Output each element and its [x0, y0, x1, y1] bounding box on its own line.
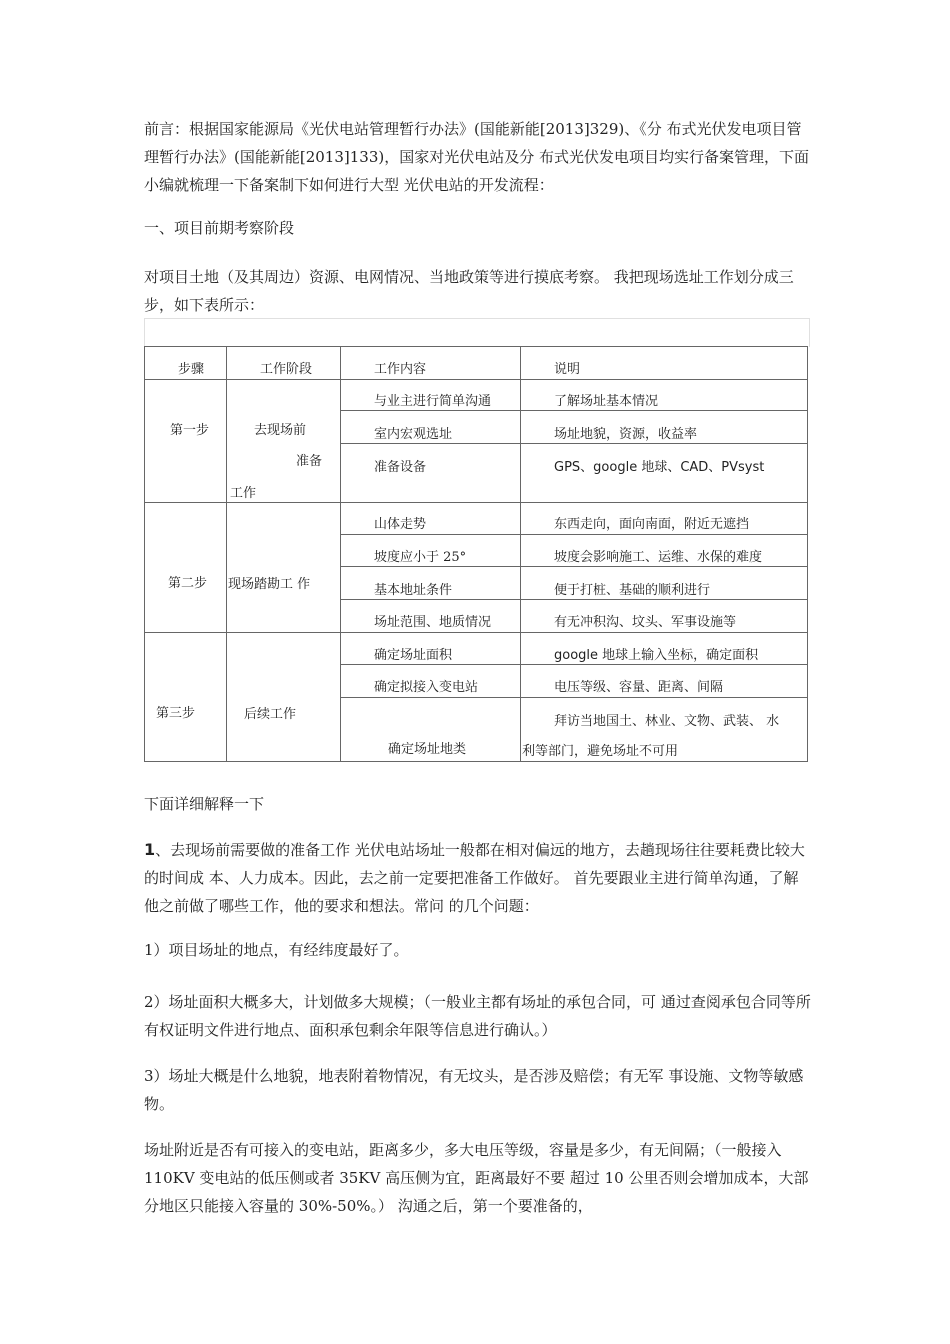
step3-content-1: 确定场址面积: [374, 648, 453, 663]
step2-note-2: 坡度会影响施工、运维、水保的难度: [554, 550, 763, 565]
step3-stage: 后续工作: [244, 707, 297, 722]
step3-content-3: 确定场址地类: [388, 742, 467, 757]
section1-paragraph: 对项目土地（及其周边）资源、电网情况、当地政策等进行摸底考察。 我把现场选址工作划分成三步，如下表所示：: [144, 268, 794, 314]
step1-note-3: GPS、google 地球、CAD、PVsyst: [554, 460, 765, 475]
step2-content-2: 坡度应小于 25°: [374, 550, 467, 565]
item1-paragraph: [144, 836, 812, 920]
section1-heading: 一、项目前期考察阶段: [144, 219, 295, 237]
step2-content-3: 基本地址条件: [374, 583, 453, 598]
intro-paragraph: 前言：根据国家能源局《光伏电站管理暂行办法》(国能新能[2013]329)、《分 布式光伏发电项目管理暂行办法》(国能新能[2013]133)，国家对光伏电站及分 布式光伏发电项目均实行备案管理，下面小编就梳理一下备案制下如何进行大型 光伏电站的开发流程：: [144, 120, 809, 194]
detail-heading: 下面详细解释一下: [144, 795, 265, 813]
site-selection-table: [144, 346, 808, 762]
step3-note-2: 电压等级、容量、距离、间隔: [554, 680, 724, 695]
item1-number: 1: [144, 840, 156, 859]
step3-note-3-line2: 利等部门，避免场址不可用: [522, 744, 679, 759]
step2-note-4: 有无冲积沟、坟头、军事设施等: [554, 615, 737, 630]
step3-content-2: 确定拟接入变电站: [374, 680, 479, 695]
step1-content-3: 准备设备: [374, 460, 427, 475]
step2-label: 第二步: [168, 576, 208, 591]
question-1: 1）项目场址的地点，有经纬度最好了。: [144, 941, 409, 959]
step1-stage-line2: 准备: [296, 454, 323, 469]
step2-note-3: 便于打桩、基础的顺利进行: [554, 583, 711, 598]
step3-note-1: google 地球上输入坐标，确定面积: [554, 648, 759, 663]
step1-label: 第一步: [170, 423, 210, 438]
step2-note-1: 东西走向，面向南面，附近无遮挡: [554, 517, 750, 532]
step2-content-4: 场址范围、地质情况: [374, 615, 492, 630]
step3-note-3-line1: 拜访当地国土、林业、文物、武装、 水: [554, 714, 780, 729]
header-step: 步骤: [178, 362, 205, 377]
header-stage: 工作阶段: [260, 362, 313, 377]
step1-stage-line3: 工作: [230, 486, 257, 501]
step1-stage-line1: 去现场前: [254, 423, 307, 438]
step2-content-1: 山体走势: [374, 517, 427, 532]
step1-note-1: 了解场址基本情况: [554, 394, 659, 409]
question-4: 场址附近是否有可接入的变电站，距离多少，多大电压等级，容量是多少，有无间隔；（一般接入 110KV 变电站的低压侧或者 35KV 高压侧为宜，距离最好不要 超过 10 公里否则会增加成本，大部分地区只能接入容量的 30%-50%。） 沟通之后，第一个要准备的，: [144, 1141, 809, 1215]
header-note: 说明: [554, 362, 581, 377]
step1-content-2: 室内宏观选址: [374, 427, 453, 442]
step2-stage: 现场踏勘工 作: [228, 577, 311, 592]
step1-note-2: 场址地貌，资源，收益率: [554, 427, 698, 442]
step3-label: 第三步: [156, 706, 196, 721]
question-2: 2）场址面积大概多大，计划做多大规模；（一般业主都有场址的承包合同，可 通过查阅承包合同等所有权证明文件进行地点、面积承包剩余年限等信息进行确认。）: [144, 993, 811, 1039]
item1-text: 、去现场前需要做的准备工作 光伏电站场址一般都在相对偏远的地方，去趟现场往往要耗费比较大的时间成 本、人力成本。因此，去之前一定要把准备工作做好。 首先要跟业主进行简单沟通，了解他之前做了哪些工作，他的要求和想法。常问 的几个问题：: [144, 841, 805, 915]
step1-content-1: 与业主进行简单沟通: [374, 394, 492, 409]
header-content: 工作内容: [374, 362, 427, 377]
question-3: 3）场址大概是什么地貌，地表附着物情况，有无坟头，是否涉及赔偿；有无军 事设施、文物等敏感物。: [144, 1067, 804, 1113]
table-caption-box: [144, 318, 810, 347]
